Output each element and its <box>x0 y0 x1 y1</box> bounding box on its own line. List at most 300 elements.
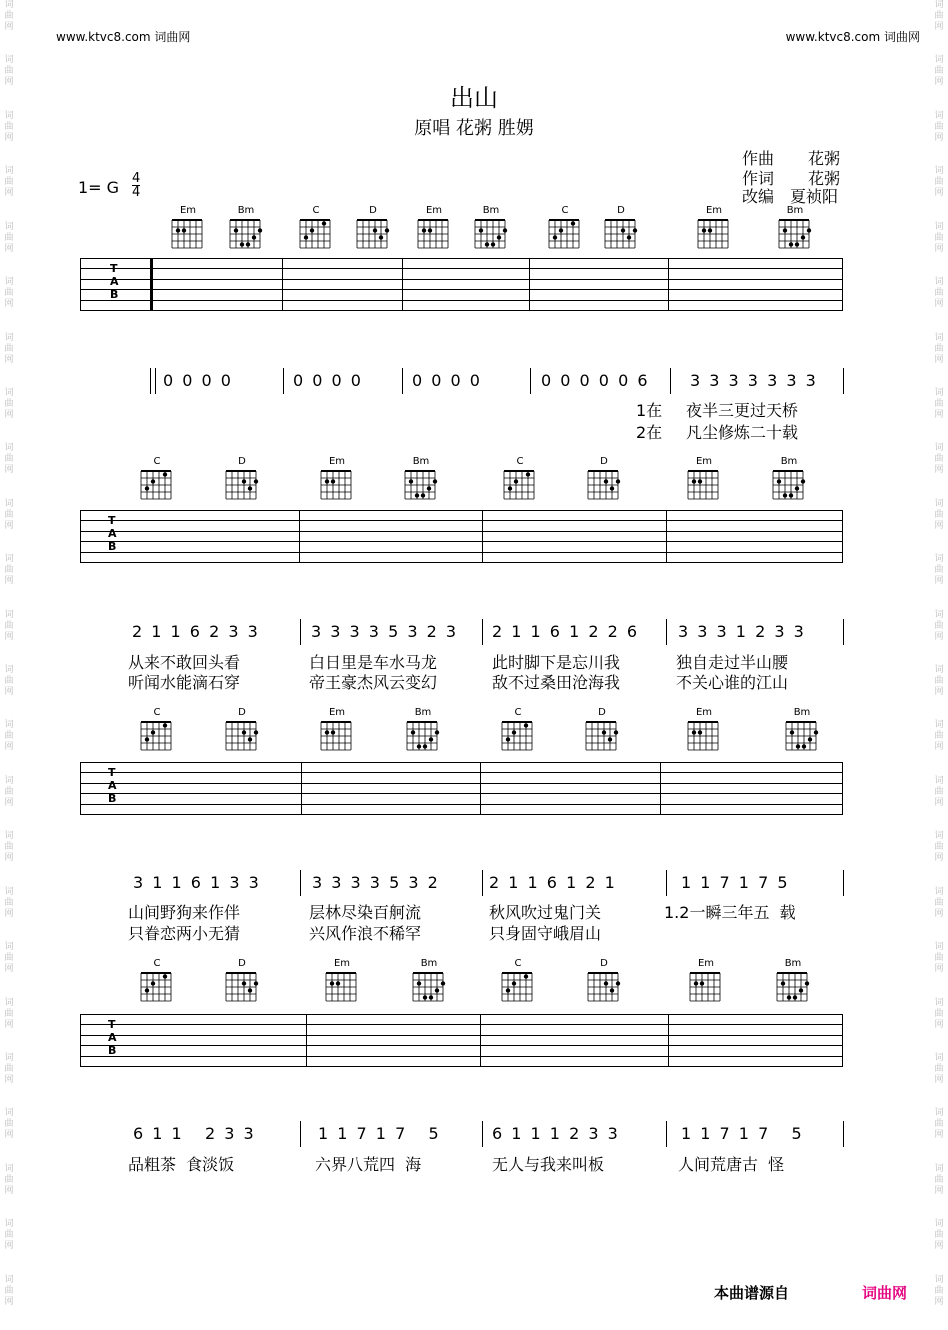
tab-line <box>80 783 843 784</box>
watermark-char: 网 <box>4 520 14 531</box>
chord-diagram <box>782 707 822 753</box>
bar-line <box>480 762 481 814</box>
watermark-char: 词 <box>934 1053 944 1064</box>
tab-line <box>80 1024 843 1025</box>
jianpu-notes: 0 0 0 0 <box>163 371 233 390</box>
chord-name: Bm <box>482 205 500 216</box>
watermark-char: 网 <box>4 77 14 88</box>
bar-line <box>80 1014 81 1066</box>
jianpu-notes: 1 1 7 1 7 5 <box>681 1124 804 1143</box>
watermark-char: 词 <box>4 1108 14 1119</box>
lyric-line-2: 兴风作浪不稀罕 <box>309 924 422 943</box>
lyric-line-2: 听闻水能滴石穿 <box>128 673 241 692</box>
watermark-char: 曲 <box>934 454 944 465</box>
tab-letter: T <box>108 1018 116 1031</box>
chord-diagram <box>168 205 208 251</box>
watermark-char: 网 <box>934 409 944 420</box>
watermark-char: 词 <box>4 886 14 897</box>
chord-grid-icon <box>222 467 262 501</box>
watermark-char: 曲 <box>4 1064 14 1075</box>
watermark-char: 网 <box>4 1130 14 1141</box>
watermark-char: 网 <box>934 687 944 698</box>
time-top: 4 <box>132 171 141 186</box>
chord-diagram <box>584 456 624 502</box>
jianpu-notes: 2 1 1 6 1 2 2 6 <box>492 622 640 641</box>
tab-letter: A <box>108 779 117 792</box>
watermark-char: 词 <box>934 1108 944 1119</box>
chord-grid-icon <box>168 216 208 250</box>
tab-staff <box>80 1014 843 1066</box>
watermark-char: 词 <box>4 1219 14 1230</box>
watermark-char: 词 <box>4 221 14 232</box>
tab-line <box>80 1045 843 1046</box>
watermark-char: 曲 <box>934 232 944 243</box>
chord-diagram <box>545 205 585 251</box>
lyric-line-1: 层林尽染百舸流 <box>309 903 422 922</box>
bar-line <box>299 510 300 562</box>
watermark-char: 网 <box>4 1241 14 1252</box>
watermark-char: 网 <box>4 853 14 864</box>
watermark-char: 曲 <box>934 1008 944 1019</box>
tab-line <box>80 541 843 542</box>
chord-name: C <box>514 958 522 969</box>
tab-line <box>80 520 843 521</box>
lyric-line-1: 独自走过半山腰 <box>676 653 789 672</box>
chord-grid-icon <box>403 718 443 752</box>
watermark-char: 词 <box>934 942 944 953</box>
watermark-char: 词 <box>4 942 14 953</box>
watermark-char: 词 <box>934 55 944 66</box>
tab-line <box>80 1066 843 1067</box>
watermark-char: 曲 <box>934 343 944 354</box>
chord-name: D <box>238 456 246 467</box>
footer-site: 词曲网 <box>862 1284 908 1302</box>
watermark-char: 词 <box>934 831 944 842</box>
watermark-char: 曲 <box>4 121 14 132</box>
watermark-char: 曲 <box>4 1285 14 1296</box>
watermark-char: 词 <box>934 609 944 620</box>
watermark-char: 网 <box>934 631 944 642</box>
watermark-char: 词 <box>4 1053 14 1064</box>
watermark-char: 网 <box>4 742 14 753</box>
jianpu-notes: 6 1 1 2 3 3 <box>133 1124 256 1143</box>
chord-diagram <box>584 958 624 1004</box>
watermark-char: 词 <box>934 166 944 177</box>
bar-line <box>668 1014 669 1066</box>
chord-diagram <box>403 707 443 753</box>
chord-name: Em <box>179 205 197 216</box>
chord-name: Bm <box>237 205 255 216</box>
chord-diagram <box>684 707 724 753</box>
watermark-char: 网 <box>934 1185 944 1196</box>
credit-role: 作词 <box>742 169 775 188</box>
lyric-line-2: 只身固守峨眉山 <box>489 924 602 943</box>
watermark-char: 词 <box>934 1274 944 1285</box>
chord-grid-icon <box>601 216 641 250</box>
jianpu-notes: 0 0 0 0 0 6 <box>541 371 650 390</box>
chord-grid-icon <box>545 216 585 250</box>
chord-grid-icon <box>137 467 177 501</box>
repeat-start-bar <box>150 258 153 310</box>
watermark-char: 网 <box>934 188 944 199</box>
watermark-char: 曲 <box>4 454 14 465</box>
watermark-char: 词 <box>4 1274 14 1285</box>
tab-line <box>80 258 843 259</box>
watermark-char: 曲 <box>934 11 944 21</box>
chord-diagram <box>773 958 813 1004</box>
watermark-char: 网 <box>934 1019 944 1030</box>
watermark-char: 网 <box>4 354 14 365</box>
chord-grid-icon <box>409 969 449 1003</box>
watermark-char: 词 <box>934 277 944 288</box>
chord-name: Em <box>695 456 713 467</box>
bar-line <box>80 762 81 814</box>
tab-letter: A <box>108 527 117 540</box>
measure-bar <box>300 619 301 645</box>
chord-grid-icon <box>582 718 622 752</box>
bar-line <box>282 258 283 310</box>
watermark-char: 曲 <box>4 953 14 964</box>
watermark-char: 曲 <box>934 1230 944 1241</box>
tab-line <box>80 552 843 553</box>
watermark-char: 网 <box>934 22 944 32</box>
chord-name: Em <box>425 205 443 216</box>
bar-line <box>666 510 667 562</box>
tab-letter: B <box>108 1044 117 1057</box>
jianpu-notes: 2 1 1 6 2 3 3 <box>132 622 260 641</box>
measure-bar <box>843 1121 844 1147</box>
watermark-char: 网 <box>934 520 944 531</box>
watermark-char: 词 <box>4 831 14 842</box>
measure-bar <box>530 368 531 394</box>
tab-line <box>80 804 843 805</box>
watermark-char: 网 <box>4 1075 14 1086</box>
chord-diagram <box>500 456 540 502</box>
chord-name: D <box>238 707 246 718</box>
measure-bar <box>666 870 667 896</box>
watermark-char: 词 <box>934 110 944 121</box>
tab-staff <box>80 510 843 562</box>
tab-line <box>80 510 843 511</box>
tab-letter: A <box>108 1031 117 1044</box>
watermark-char: 网 <box>934 964 944 975</box>
watermark-char: 词 <box>934 332 944 343</box>
watermark-char: 词 <box>4 277 14 288</box>
chord-name: C <box>514 707 522 718</box>
measure-bar <box>150 368 151 394</box>
bar-line <box>660 762 661 814</box>
watermark-char: 词 <box>4 0 14 10</box>
tab-letter: T <box>108 514 116 527</box>
tab-line <box>80 1035 843 1036</box>
watermark-char: 词 <box>4 498 14 509</box>
watermark-char: 曲 <box>934 786 944 797</box>
chord-diagram <box>684 456 724 502</box>
credit-role: 改编 <box>742 187 775 206</box>
chord-name: Bm <box>420 958 438 969</box>
watermark-char: 网 <box>4 1185 14 1196</box>
chord-diagram <box>775 205 815 251</box>
tab-line <box>80 1056 843 1057</box>
watermark-char: 网 <box>934 742 944 753</box>
watermark-char: 网 <box>4 687 14 698</box>
lyric-line-2: 2在 <box>636 423 663 442</box>
chord-grid-icon <box>296 216 336 250</box>
time-bottom: 4 <box>132 185 141 200</box>
lyric-line-1: 1在 <box>636 401 663 420</box>
watermark-char: 曲 <box>934 842 944 853</box>
watermark-char: 网 <box>4 908 14 919</box>
bar-line <box>529 258 530 310</box>
chord-grid-icon <box>471 216 511 250</box>
watermark-char: 曲 <box>4 1174 14 1185</box>
left-watermark <box>2 0 16 1330</box>
watermark-char: 词 <box>934 665 944 676</box>
watermark-char: 网 <box>934 132 944 143</box>
chord-diagram <box>137 707 177 753</box>
tab-letter: T <box>108 766 116 779</box>
watermark-char: 曲 <box>934 1064 944 1075</box>
watermark-char: 词 <box>934 1219 944 1230</box>
chord-name: Em <box>697 958 715 969</box>
lyric-line-2: 凡尘修炼二十载 <box>686 423 799 442</box>
right-watermark <box>932 0 946 1330</box>
bar-line <box>842 762 843 814</box>
tab-staff <box>80 258 843 310</box>
chord-grid-icon <box>222 969 262 1003</box>
watermark-char: 网 <box>4 188 14 199</box>
tab-line <box>80 531 843 532</box>
jianpu-notes: 3 1 1 6 1 3 3 <box>133 873 261 892</box>
bar-line <box>306 1014 307 1066</box>
chord-diagram <box>409 958 449 1004</box>
tab-letter: B <box>108 792 117 805</box>
chord-diagram <box>317 707 357 753</box>
watermark-char: 曲 <box>4 620 14 631</box>
watermark-char: 网 <box>4 22 14 32</box>
chord-diagram <box>322 958 362 1004</box>
watermark-char: 曲 <box>4 177 14 188</box>
measure-bar <box>843 619 844 645</box>
chord-diagram <box>296 205 336 251</box>
measure-bar <box>843 870 844 896</box>
chord-diagram <box>401 456 441 502</box>
watermark-char: 词 <box>934 886 944 897</box>
chord-name: Bm <box>412 456 430 467</box>
watermark-char: 曲 <box>934 177 944 188</box>
watermark-char: 曲 <box>934 66 944 77</box>
watermark-char: 网 <box>4 243 14 254</box>
song-subtitle: 原唱 花粥 胜娚 <box>414 118 534 139</box>
watermark-char: 曲 <box>934 731 944 742</box>
chord-grid-icon <box>322 969 362 1003</box>
tab-letters <box>108 516 117 555</box>
watermark-char: 曲 <box>934 509 944 520</box>
measure-bar <box>402 368 403 394</box>
chord-name: D <box>617 205 625 216</box>
watermark-char: 词 <box>4 387 14 398</box>
watermark-char: 网 <box>4 576 14 587</box>
song-title: 出山 <box>450 84 498 112</box>
bar-line <box>482 510 483 562</box>
watermark-char: 曲 <box>934 398 944 409</box>
measure-bar <box>283 368 284 394</box>
tab-line <box>80 762 843 763</box>
jianpu-notes: 3 3 3 1 2 3 3 <box>678 622 806 641</box>
watermark-char: 网 <box>4 964 14 975</box>
watermark-char: 网 <box>934 797 944 808</box>
watermark-char: 曲 <box>934 1174 944 1185</box>
lyric-line-1: 1.2一瞬三年五 载 <box>664 903 796 922</box>
chord-name: D <box>600 456 608 467</box>
chord-grid-icon <box>401 467 441 501</box>
watermark-char: 词 <box>4 55 14 66</box>
watermark-char: 词 <box>934 1163 944 1174</box>
chord-grid-icon <box>317 467 357 501</box>
watermark-char: 曲 <box>934 1285 944 1296</box>
chord-diagram <box>769 456 809 502</box>
watermark-char: 网 <box>934 299 944 310</box>
bar-line <box>480 1014 481 1066</box>
chord-name: Bm <box>793 707 811 718</box>
watermark-char: 网 <box>4 631 14 642</box>
chord-name: C <box>516 456 524 467</box>
bar-line <box>402 258 403 310</box>
lyric-line-1: 山间野狗来作伴 <box>128 903 241 922</box>
measure-bar <box>666 1121 667 1147</box>
bar-line <box>80 258 81 310</box>
tab-line <box>80 793 843 794</box>
watermark-char: 词 <box>4 332 14 343</box>
chord-diagram <box>226 205 266 251</box>
lyric-line-2: 敌不过桑田沧海我 <box>492 673 621 692</box>
chord-diagram <box>137 456 177 502</box>
tab-letter: B <box>108 540 117 553</box>
bar-line <box>80 510 81 562</box>
chord-grid-icon <box>584 467 624 501</box>
chord-name: D <box>369 205 377 216</box>
measure-bar <box>843 368 844 394</box>
watermark-char: 词 <box>934 443 944 454</box>
tab-line <box>80 562 843 563</box>
lyric-line-1: 从来不敢回头看 <box>128 653 241 672</box>
chord-grid-icon <box>353 216 393 250</box>
measure-bar <box>155 368 156 394</box>
chord-grid-icon <box>498 718 538 752</box>
lyric-line-1: 白日里是车水马龙 <box>309 653 438 672</box>
chord-diagram <box>222 958 262 1004</box>
watermark-char: 词 <box>4 997 14 1008</box>
chord-name: Bm <box>784 958 802 969</box>
watermark-char: 词 <box>4 554 14 565</box>
watermark-char: 网 <box>934 853 944 864</box>
tab-letters <box>110 264 119 303</box>
bar-line <box>842 1014 843 1066</box>
watermark-char: 网 <box>934 354 944 365</box>
chord-name: D <box>238 958 246 969</box>
credit-name: 花粥 <box>808 149 841 168</box>
watermark-char: 曲 <box>4 1119 14 1130</box>
watermark-char: 网 <box>4 132 14 143</box>
watermark-char: 网 <box>4 409 14 420</box>
watermark-char: 曲 <box>4 897 14 908</box>
tab-letters <box>108 1020 117 1059</box>
watermark-char: 曲 <box>934 897 944 908</box>
key-signature: 1= G <box>78 178 120 197</box>
measure-bar <box>666 619 667 645</box>
watermark-char: 曲 <box>934 121 944 132</box>
chord-name: C <box>561 205 569 216</box>
watermark-char: 曲 <box>4 731 14 742</box>
chord-diagram <box>317 456 357 502</box>
chord-name: Em <box>705 205 723 216</box>
header-left-url: www.ktvc8.com 词曲网 <box>56 30 191 44</box>
bar-line <box>842 510 843 562</box>
watermark-char: 曲 <box>934 953 944 964</box>
chord-diagram <box>582 707 622 753</box>
watermark-char: 网 <box>934 576 944 587</box>
watermark-char: 词 <box>934 387 944 398</box>
lyric-line-1: 夜半三更过天桥 <box>686 401 799 420</box>
chord-name: D <box>598 707 606 718</box>
watermark-char: 网 <box>4 1019 14 1030</box>
chord-diagram <box>353 205 393 251</box>
jianpu-notes: 1 1 7 1 7 5 <box>681 873 790 892</box>
jianpu-notes: 0 0 0 0 <box>412 371 482 390</box>
lyric-line-1: 此时脚下是忘川我 <box>492 653 621 672</box>
watermark-char: 网 <box>934 243 944 254</box>
lyric-line-1: 人间荒唐古 怪 <box>678 1155 785 1174</box>
watermark-char: 网 <box>4 299 14 310</box>
measure-bar <box>670 368 671 394</box>
watermark-char: 曲 <box>4 1230 14 1241</box>
watermark-char: 网 <box>934 1241 944 1252</box>
chord-grid-icon <box>137 969 177 1003</box>
chord-grid-icon <box>769 467 809 501</box>
bar-line <box>301 762 302 814</box>
time-signature <box>132 172 140 199</box>
chord-name: C <box>312 205 320 216</box>
watermark-char: 词 <box>934 498 944 509</box>
jianpu-notes: 6 1 1 1 2 3 3 <box>492 1124 620 1143</box>
chord-diagram <box>222 707 262 753</box>
chord-diagram <box>137 958 177 1004</box>
measure-bar <box>482 1121 483 1147</box>
chord-name: Bm <box>780 456 798 467</box>
watermark-char: 曲 <box>4 676 14 687</box>
chord-grid-icon <box>317 718 357 752</box>
watermark-char: 网 <box>4 465 14 476</box>
watermark-char: 词 <box>934 775 944 786</box>
watermark-char: 曲 <box>4 1008 14 1019</box>
chord-grid-icon <box>500 467 540 501</box>
chord-name: Em <box>328 456 346 467</box>
tab-letter: T <box>110 262 118 275</box>
bar-line <box>842 258 843 310</box>
watermark-char: 词 <box>4 665 14 676</box>
chord-name: Em <box>328 707 346 718</box>
chord-diagram <box>222 456 262 502</box>
watermark-char: 曲 <box>4 398 14 409</box>
chord-name: Bm <box>786 205 804 216</box>
chord-name: D <box>600 958 608 969</box>
chord-grid-icon <box>498 969 538 1003</box>
watermark-char: 词 <box>934 221 944 232</box>
measure-bar <box>300 870 301 896</box>
watermark-char: 曲 <box>4 509 14 520</box>
jianpu-notes: 3 3 3 3 5 3 2 <box>312 873 440 892</box>
watermark-char: 词 <box>934 554 944 565</box>
